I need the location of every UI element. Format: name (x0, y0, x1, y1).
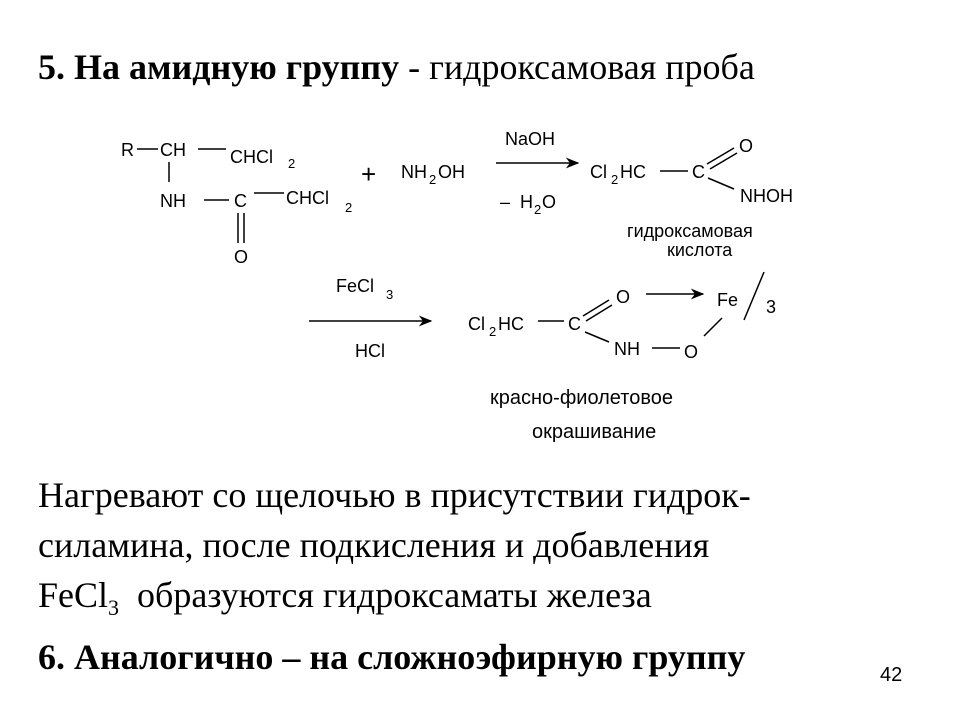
reagent-chcl-sub: 2 (288, 156, 296, 171)
paragraph-line-1: Нагревают со щелочью в присутствии гидрок- (38, 475, 751, 515)
plus-sign: + (361, 159, 377, 189)
iron-hydroxamate-complex (468, 272, 776, 362)
title-bold-text: На амидную группу (74, 47, 400, 87)
arrow2-fecl: FeCl (336, 276, 375, 296)
product1-nhoh: NHOH (740, 186, 793, 206)
reagent-chcl: CHCl (230, 147, 273, 167)
reagent-o: O (234, 247, 249, 267)
bond-c-n (708, 178, 734, 189)
arrow1-naoh: NaOH (505, 129, 556, 149)
arrow1-h-sub: 2 (534, 202, 542, 217)
reagent-chcl-2-sub: 2 (345, 200, 353, 215)
paragraph-line-2: силамина, после подкисления и добавления (38, 525, 710, 565)
arrow-2 (309, 276, 431, 361)
fecl-text: FeCl (38, 575, 109, 615)
reagent-structure (121, 140, 352, 267)
title-number: 5. (38, 47, 65, 87)
bond-complex-c-n (585, 332, 609, 342)
product1-c: C (692, 162, 705, 182)
product1-sub: 2 (611, 172, 619, 187)
reagent-c: C (234, 191, 247, 211)
bond-c-o-a (707, 148, 734, 164)
bond-complex-c-o-b (586, 305, 612, 321)
product1-o: O (739, 136, 754, 156)
reagent-ch: CH (160, 140, 186, 160)
complex-o-bottom: O (684, 342, 699, 362)
arrow1-o: O (542, 192, 557, 212)
product1-hc: HC (620, 162, 646, 182)
product1-label-1: гидроксамовая (627, 221, 753, 241)
reagent-chcl-2: CHCl (286, 188, 329, 208)
complex-bracket (744, 272, 764, 320)
bond-complex-o-fe (704, 318, 722, 336)
complex-hc: HC (498, 314, 524, 334)
complex-three: 3 (766, 297, 777, 317)
arrow2-hcl: HCl (355, 341, 385, 361)
complex-label-2: окрашивание (532, 421, 657, 443)
complex-fe: Fe (717, 290, 739, 310)
hydroxylamine (401, 162, 465, 187)
product1-cl: Cl (590, 162, 607, 182)
complex-o-top: O (616, 287, 631, 307)
complex-c: C (568, 314, 581, 334)
page-number: 42 (880, 664, 903, 686)
section-6-heading: 6. Аналогично – на сложноэфирную группу (38, 637, 746, 677)
complex-cl: Cl (468, 314, 485, 334)
arrow1-h: H (520, 192, 533, 212)
complex-sub: 2 (489, 324, 497, 339)
arrow1-minus: – (500, 192, 511, 212)
bond-complex-c-o-a (583, 300, 609, 316)
reagent-r: R (121, 140, 134, 160)
arrow2-fecl-sub: 3 (386, 287, 394, 302)
paragraph-line-3 (38, 575, 652, 621)
title-rest: - гидроксамовая проба (399, 47, 755, 87)
complex-label-1: красно-фиолетовое (490, 387, 673, 409)
arrow-1 (496, 129, 578, 217)
hydroxylamine-oh: OH (438, 162, 465, 182)
paragraph-line-3-rest: образуются гидроксаматы железа (119, 575, 652, 615)
fecl-subscript: 3 (108, 595, 120, 621)
hydroxylamine-sub: 2 (429, 172, 437, 187)
bond-c-o-b (710, 153, 737, 169)
product-hydroxamic-acid (590, 136, 793, 206)
hydroxylamine-nh: NH (401, 162, 427, 182)
description-paragraph (38, 470, 938, 633)
complex-nh: NH (614, 339, 640, 359)
reagent-nh: NH (160, 191, 186, 211)
product1-label-2: кислота (667, 240, 733, 260)
